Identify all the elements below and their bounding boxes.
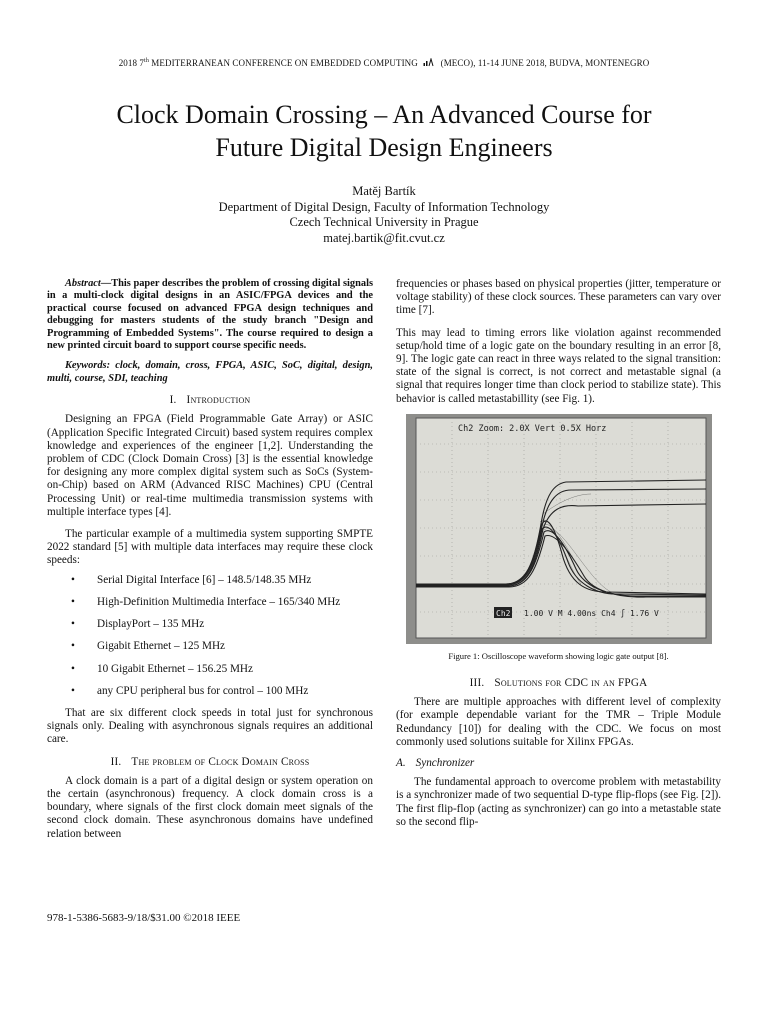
section-number: I.	[169, 394, 177, 407]
abstract-text: —This paper describes the problem of crossing digital signals in a multi-clock digital designs in an ASIC/FPGA devices and the practical course focused on advanced FPGA design techniques and debugging for masters students of the study branch "Design and Programming of Embedded Systems". The course required to design a new printed circuit board to support course specific needs.	[47, 278, 373, 352]
section-title: Introduction	[186, 394, 251, 407]
conference-header-post: MEDITERRANEAN CONFERENCE ON EMBEDDED COMPUTING	[148, 58, 418, 68]
scope-channel-label: Ch2	[496, 608, 511, 618]
keywords-text: clock, domain, cross, FPGA, ASIC, SoC, digital, design, multi, course, SDI, teaching	[47, 360, 373, 384]
oscilloscope-image	[406, 414, 712, 644]
intro-paragraph-3: That are six different clock speeds in total just for synchronous signals only. Dealing with asynchronous signals requires an additional care.	[47, 706, 373, 746]
intro-paragraph-2: The particular example of a multimedia system supporting SMPTE 2022 standard [5] with multiple data interfaces may require these clock speeds:	[47, 528, 373, 567]
author-name: Matěj Bartík	[352, 184, 416, 198]
author-department: Department of Digital Design, Faculty of Information Technology	[218, 199, 550, 214]
keywords	[47, 360, 373, 385]
section-heading-problem	[47, 756, 373, 769]
title-line-2: Future Digital Design Engineers	[215, 133, 553, 162]
list-item: • 10 Gigabit Ethernet – 156.25 MHz	[47, 663, 373, 676]
section-title: The problem of Clock Domain Cross	[131, 755, 310, 768]
conference-header	[0, 58, 768, 68]
author-block	[0, 184, 768, 246]
list-item: • High-Definition Multimedia Interface – 165/340 MHz	[47, 596, 373, 609]
synchronizer-paragraph-1: The fundamental approach to overcome problem with metastability is a synchronizer made of two sequential D-type flip-flops (see Fig. [2]). The first flip-flop (acting as synchronizer) can go into a metastable state so the second flip-	[396, 776, 721, 828]
list-item: • Serial Digital Interface [6] – 148.5/148.35 MHz	[47, 574, 373, 587]
abstract	[47, 278, 373, 352]
right-column	[396, 278, 721, 829]
subsection-title: Synchronizer	[415, 757, 475, 770]
right-paragraph-2: This may lead to timing errors like violation against recommended setup/hold time of a logic gate on the boundary resulting in an error [8, 9]. The logic gate can react in three ways related to the signal transition: state of the signal is correct, is not correct and metastable signal (a signal that requires longer time than clock period to stabilize state). This behavior is called metastabillity (see Fig. 1).	[396, 326, 721, 405]
meco-logo-icon	[423, 58, 435, 67]
scope-readout-top: Ch2 Zoom: 2.0X Vert 0.5X Horz	[458, 423, 607, 434]
figure-caption: Figure 1: Oscilloscope waveform showing logic gate output [8].	[448, 650, 669, 661]
title-line-1: Clock Domain Crossing – An Advanced Course for	[116, 100, 652, 129]
conference-header-tail: (MECO), 11-14 JUNE 2018, BUDVA, MONTENEGRO	[440, 58, 650, 68]
list-item: • DisplayPort – 135 MHz	[47, 618, 373, 631]
section-title: Solutions for CDC in an FPGA	[494, 677, 648, 690]
list-item: • any CPU peripheral bus for control – 100 MHz	[47, 685, 373, 698]
section-number: III.	[469, 677, 485, 690]
copyright-footer: 978-1-5386-5683-9/18/$31.00 ©2018 IEEE	[47, 912, 241, 924]
author-university: Czech Technical University in Prague	[289, 215, 479, 229]
subsection-number: A.	[396, 757, 406, 770]
conference-header-sup: th	[144, 58, 149, 64]
author-email: matej.bartik@fit.cvut.cz	[323, 230, 445, 245]
solutions-paragraph-1: There are multiple approaches with different level of complexity (for example dependable variant for the TMR – Triple Module Redundancy [10]) for dealing with the CDC. We focus on most commonly used solutions suitable for Xilinx FPGAs.	[396, 696, 721, 748]
paper-title	[40, 98, 728, 164]
left-column	[47, 278, 373, 841]
right-paragraph-1: frequencies or phases based on physical properties (jitter, temperature or voltage stability) of these clock sources. These parameters can vary over time [7].	[396, 278, 721, 317]
list-item: • Gigabit Ethernet – 125 MHz	[47, 640, 373, 653]
scope-readout-bottom: 1.00 V M 4.00ns Ch4 ∫ 1.76 V	[524, 608, 659, 618]
section-heading-introduction	[47, 394, 373, 407]
section-heading-solutions	[396, 677, 721, 690]
problem-paragraph-1: A clock domain is a part of a digital design or system operation on the certain (asynchronous) frequency. A clock domain cross is a boundary, where signals of the first clock domain meet signals of the second clock domain. These asynchronous domains have undefined relation between	[47, 774, 373, 840]
conference-header-pre: 2018 7	[118, 58, 145, 68]
keywords-label: Keywords:	[65, 360, 111, 372]
clock-speed-list	[47, 574, 373, 698]
subsection-heading-synchronizer	[396, 757, 721, 770]
oscilloscope-figure	[406, 414, 712, 644]
abstract-label: Abstract	[65, 278, 101, 289]
intro-paragraph-1: Designing an FPGA (Field Programmable Gate Array) or ASIC (Application Specific Integrated Circuit) based system requires complex knowledge and experiences of the engineer [1,2]. Understanding the problem of CDC (Clock Domain Cross) [3] is the essential knowledge for designing any more complex digital system such as SoCs (System-on-Chip) based on ARM (Advanced RISC Machines) CPU (Central Processing Unit) or real-time multimedia transmission systems with multiple interface types [4].	[47, 413, 373, 518]
section-number: II.	[110, 755, 122, 768]
